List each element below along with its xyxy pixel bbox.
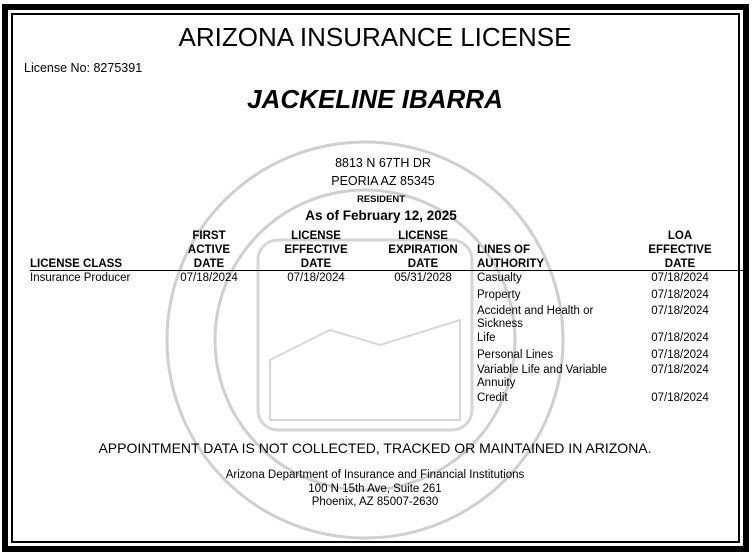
loa-effective-date: 07/18/2024	[651, 289, 709, 301]
loa-effective-date: 07/18/2024	[651, 305, 709, 317]
document-title: ARIZONA INSURANCE LICENSE	[178, 22, 572, 52]
appointment-notice: APPOINTMENT DATA IS NOT COLLECTED, TRACKED OR MAINTAINED IN ARIZONA.	[98, 440, 652, 456]
header-license-effective-date: LICENSE EFFECTIVE DATE	[284, 230, 348, 270]
license-number: License No: 8275391	[24, 61, 143, 75]
loa-effective-date: 07/18/2024	[651, 364, 709, 376]
footer-city: Phoenix, AZ 85007-2630	[311, 496, 439, 508]
header-divider	[30, 270, 745, 271]
header-license-class: LICENSE CLASS	[30, 258, 123, 270]
address-line-1: 8813 N 67TH DR	[335, 156, 431, 170]
licensee-name: JACKELINE IBARRA	[247, 84, 503, 114]
as-of-date: As of February 12, 2025	[305, 208, 457, 223]
loa-line: Variable Life and Variable Annuity	[477, 364, 607, 389]
license-class-value: Insurance Producer	[30, 272, 131, 284]
footer-department: Arizona Department of Insurance and Financial Institutions	[225, 469, 525, 481]
loa-line: Life	[477, 332, 496, 344]
license-effective-date-value: 07/18/2024	[287, 272, 345, 284]
loa-line: Personal Lines	[477, 349, 554, 361]
header-lines-of-authority: LINES OF AUTHORITY	[477, 244, 545, 270]
header-loa-effective-date: LOA EFFECTIVE DATE	[648, 230, 712, 270]
header-first-active-date: FIRST ACTIVE DATE	[187, 230, 231, 270]
loa-effective-date: 07/18/2024	[651, 392, 709, 404]
loa-effective-date: 07/18/2024	[651, 272, 709, 284]
address-line-2: PEORIA AZ 85345	[331, 174, 435, 188]
loa-line: Credit	[477, 392, 508, 404]
loa-effective-date: 07/18/2024	[651, 332, 709, 344]
license-expiration-date-value: 05/31/2028	[394, 272, 452, 284]
loa-line: Accident and Health or Sickness	[477, 305, 594, 330]
header-license-expiration-date: LICENSE EXPIRATION DATE	[388, 230, 458, 270]
loa-line: Casualty	[477, 272, 522, 284]
loa-line: Property	[477, 289, 521, 301]
first-active-date-value: 07/18/2024	[180, 272, 238, 284]
residency-status: RESIDENT	[356, 194, 406, 205]
loa-effective-date: 07/18/2024	[651, 349, 709, 361]
footer-street: 100 N 15th Ave, Suite 261	[308, 483, 442, 495]
